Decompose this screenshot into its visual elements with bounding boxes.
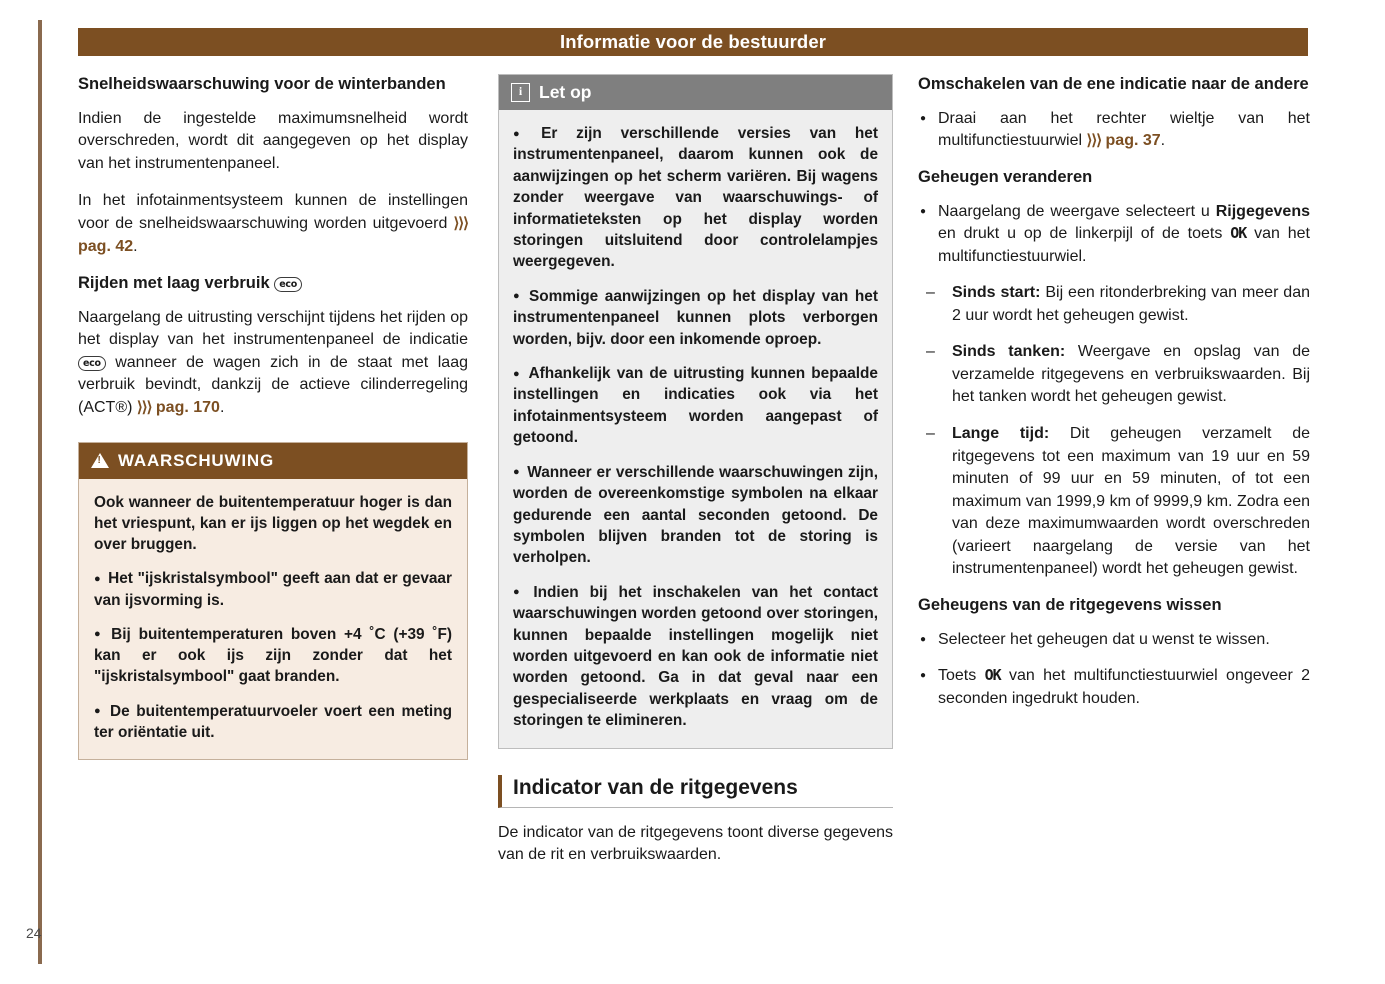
section-title-trip-data-indicator: Indicator van de ritgegevens [498,775,893,808]
note-paragraph-4-text: Wanneer er verschillende waarschuwingen zijn, worden de overeenkomstige symbolen na elkaar gedurende een aantal seconden getoond. De symbolen blijven branden tot de storing is verholpen. [513,463,878,567]
memory-option-label-since-refuel: Sinds tanken: [952,343,1066,361]
paragraph-trip-data-intro: De indicator van de ritgegevens toont diverse gegevens van de rit en verbruikswaarden. [498,823,893,864]
delete-memory-b: van het multifunctiestuurwiel ongeveer 2 seconden ingedrukt houden. [938,667,1311,707]
warning-paragraph-1: Ook wanneer de buitentemperatuur hoger is dan het vriespunt, kan er ijs liggen op het wegdek en over bruggen. [94,493,452,554]
cross-reference-icon: ⟩⟩⟩ [453,214,468,232]
paragraph-low-consumption [78,307,468,420]
memory-option-label-since-start: Sinds start: [952,284,1041,302]
paragraph-low-consumption-b: wanneer de wagen zich in de staat met laag verbruik bevindt, dankzij de actieve cilinderregeling (ACT®) [78,353,468,416]
memory-option-label-long-term: Lange tijd: [952,425,1050,442]
warning-paragraph-2 [94,568,452,611]
list-item: ● Selecteer het geheugen dat u wenst te wissen. [918,629,1310,652]
memory-option-text-since-refuel: Weergave en opslag van de verzamelde ritgegevens en verbruikswaarden. Bij het tanken wordt het geheugen gewist. [952,343,1310,406]
warning-box-header [79,443,467,479]
paragraph-infotainment-settings [78,190,468,258]
column-right [918,74,1310,724]
warning-box [78,442,468,761]
list-item [918,108,1310,153]
page-number: 24 [26,925,42,941]
eco-icon-inline: eco [78,356,106,371]
note-box-title: Let op [539,82,592,102]
cross-reference-icon: ⟩⟩⟩ [136,399,152,416]
heading-change-memory: Geheugen veranderen [918,167,1093,186]
note-paragraph-2-text: Sommige aanwijzingen op het display van het instrumentenpaneel kunnen plots verborgen worden, bijv. door een inkomende oproep. [513,287,878,348]
warning-paragraph-3 [94,624,452,688]
change-memory-c: van het multifunctiestuurwiel. [938,225,1310,265]
cross-reference-page-170: pag. 170 [155,399,220,416]
heading-delete-memories: Geheugens van de ritgegevens wissen [918,595,1222,614]
warning-paragraph-4-text: De buitentemperatuurvoeler voert een meting ter oriëntatie uit. [94,702,452,741]
memory-option-text-long-term: Dit geheugen verzamelt de ritgegevens tot een maximum van 19 uur en 59 minuten of 99 uur en 59 minuten, of tot een maximum van 1999,9 km of 9999,9 km. Zodra een van deze maximumwaarden wordt overschreden (varieert naargelang de versie van het instrumentenpaneel) wordt het geheugen gewist. [952,425,1310,578]
heading-switch-display: Omschakelen van de ene indicatie naar de andere [918,75,1309,93]
note-paragraph-5-text: Indien bij het inschakelen van het contact waarschuwingen worden getoond over storingen, kunnen bepaalde instellingen mogelijk niet worden uitgevoerd en kan ook de informatie niet worden getoond. Ga in dat geval naar een gespecialiseerde werkplaats en vraag om de storingen te elimineren. [513,583,878,730]
list-item [918,282,1310,327]
ok-button-glyph: OK [984,666,1001,685]
list-switch-display [918,108,1310,153]
bullet-icon [513,464,527,481]
note-paragraph-3-text: Afhankelijk van de uitrusting kunnen bepaalde instellingen en indicaties ook via het infotainmentsysteem worden aangepast of getoond. [513,365,878,447]
bullet-icon [513,584,533,601]
cross-reference-icon: ⟩⟩⟩ [1086,132,1102,150]
column-middle [498,74,893,882]
list-delete-memories [918,629,1310,711]
ok-button-glyph: OK [1230,224,1247,243]
switch-display-text-a: Draai aan het rechter wieltje van het multifunctiestuurwiel [938,109,1310,150]
note-paragraph-4 [513,462,878,569]
note-box-body [499,110,892,748]
cross-reference-page-42: pag. 42 [78,237,134,255]
warning-box-body [79,479,467,760]
heading-low-consumption-text: Rijden met laag verbruik [78,274,270,293]
bullet-icon [94,703,110,720]
note-box-header [499,75,892,110]
warning-triangle-icon [91,453,109,468]
change-memory-a: Naargelang de weergave selecteert u [938,202,1216,220]
heading-low-consumption-driving [78,273,468,295]
note-paragraph-3 [513,363,878,449]
warning-paragraph-4 [94,701,452,744]
bullet-icon [513,365,528,382]
list-item [918,665,1310,710]
note-paragraph-5 [513,582,878,732]
cross-reference-page-37: pag. 37 [1105,132,1161,150]
column-left [78,74,468,760]
bullet-icon [94,570,108,587]
list-item [918,341,1310,409]
paragraph-infotainment-settings-end: . [133,237,138,255]
switch-display-text-b: . [1160,132,1166,150]
delete-memory-a: Toets [938,667,985,685]
heading-winter-tyre-speed-warning: Snelheidswaarschuwing voor de winterbanden [78,75,446,93]
memory-option-text-since-start: Bij een ritonderbreking van meer dan 2 uur wordt het geheugen gewist. [952,284,1310,324]
change-memory-bold: Rijgegevens [1215,202,1310,220]
warning-paragraph-3-text: Bij buitentemperaturen boven +4 ˚C (+39 ˚F) kan er ook ijs zijn zonder dat het "ijskristalsymbool" gaat branden. [94,625,452,686]
list-change-memory [918,201,1310,581]
bullet-icon [513,125,541,142]
bullet-icon [513,288,529,305]
bullet-icon [94,626,111,643]
paragraph-low-consumption-a: Naargelang de uitrusting verschijnt tijdens het rijden op het display van het instrumentenpaneel de indicatie [78,308,468,349]
note-paragraph-2 [513,286,878,350]
change-memory-b: en drukt u op de linkerpijl of de toets [938,225,1231,243]
content-columns [78,74,1310,944]
page-margin-rule [38,20,42,964]
page-header-title: Informatie voor de bestuurder [78,28,1308,56]
paragraph-speed-warning: Indien de ingestelde maximumsnelheid wordt overschreden, wordt dit aangegeven op het display van het instrumentenpaneel. [78,109,468,172]
list-item [918,423,1310,581]
note-box [498,74,893,749]
info-icon: i [511,83,530,102]
warning-paragraph-2-text: Het "ijskristalsymbool" geeft aan dat er gevaar van ijsvorming is. [94,570,452,609]
warning-box-title: WAARSCHUWING [118,450,274,470]
note-paragraph-1-text: Er zijn verschillende versies van het instrumentenpaneel, daarom kunnen ook de aanwijzingen op het scherm variëren. Bij wagens zonder weergave van waarschuwings- of informatieteksten op het display worden storingen uitsluitend door controlelampjes weergegeven. [513,125,878,271]
paragraph-low-consumption-c: . [219,399,225,416]
note-paragraph-1 [513,123,878,273]
list-item [918,201,1310,269]
paragraph-infotainment-settings-text: In het infotainmentsysteem kunnen de instellingen voor de snelheidswaarschuwing worden uitgevoerd [78,192,468,232]
eco-icon: eco [274,277,302,292]
